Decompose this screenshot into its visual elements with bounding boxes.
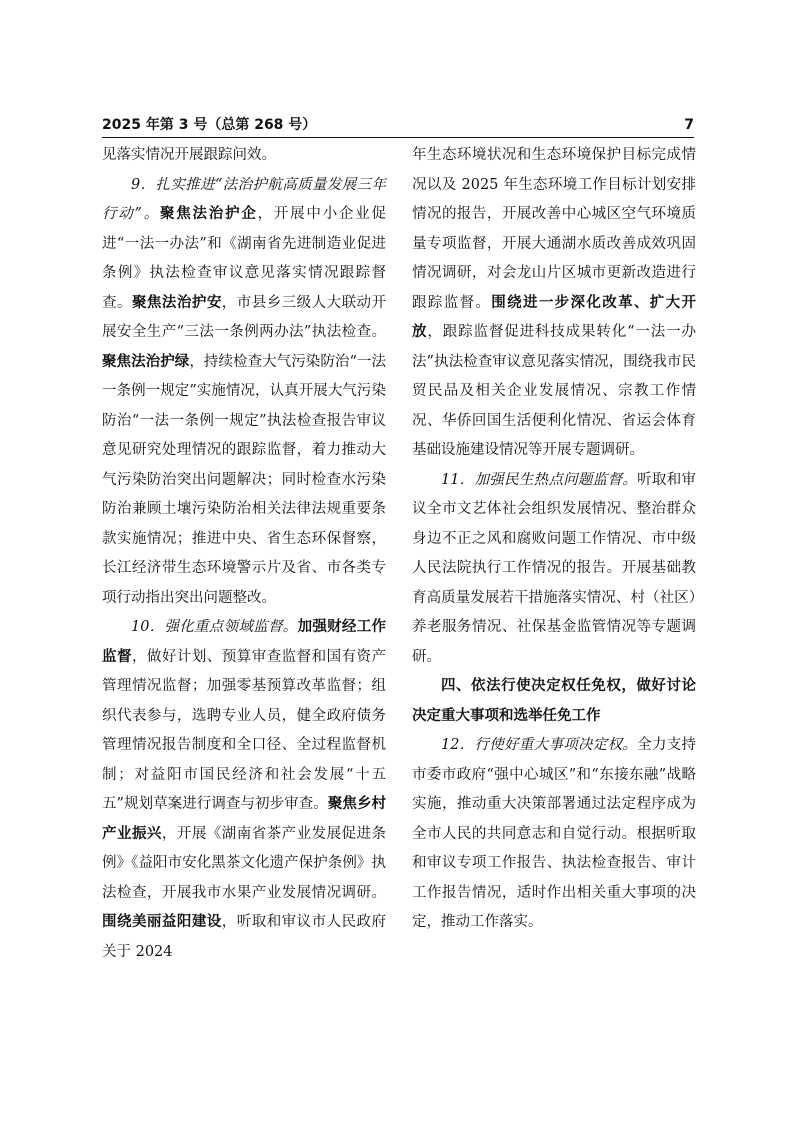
item-10-text-5: ，跟踪监督促进科技成果转化“一法一办法”执法检查审议意见落实情况，围绕我市民贸民品及相关企业发展情况、宗教工作情况、华侨回国生活便利化情况、省运会体育基础设施建设情况等开展专题调研。 — [412, 324, 696, 458]
item-9-bold-1: 聚焦法治护企 — [160, 206, 258, 222]
paragraph-item-12 — [412, 731, 696, 938]
item-10-text-2: ，开展《湖南省茶产业发展促进条例》《益阳市安化黑茶文化遗产保护条例》执法检查，开展我市水果产业发展情况调研。 — [102, 825, 387, 901]
paragraph-item-10 — [102, 613, 386, 967]
paragraph-item-10-continued — [412, 141, 696, 466]
running-header — [102, 115, 694, 137]
paragraph-text: 见落实情况开展跟踪问效。 — [102, 147, 276, 163]
right-column — [412, 141, 696, 938]
item-10-text-3: ，听取和审议市人民政府关于 2024 — [102, 914, 387, 960]
item-10-text-1: ，做好计划、预算审查监督和国有资产管理情况监督；加强零基预算改革监督；组织代表参与，选聘专业人员，健全政府债务管理情况报告制度和全口径、全过程监督机制；对益阳市国民经济和社会发展“十五五”规划草案进行调查与初步审查。 — [102, 648, 387, 812]
item-10-bold-4: 围绕进一步深化改革、扩大开放 — [412, 294, 696, 340]
item-12-text: 全力支持市委市政府“强中心城区”和“东接东融”战略实施，推动重大决策部署通过法定程序成为全市人民的共同意志和自觉行动。根据听取和审议专项工作报告、执法检查报告、审计工作报告情况，适时作出相关重大事项的决定，推动工作落实。 — [412, 737, 697, 930]
paragraph-item-9 — [102, 171, 386, 614]
item-10-bold-3: 围绕美丽益阳建设 — [102, 914, 222, 930]
item-9-bold-2: 聚焦法治护安 — [131, 294, 222, 311]
item-11-text: 听取和审议全市文艺体社会组织发展情况、整治群众身边不正之风和腐败问题工作情况、市中级人民法院执行工作情况的报告。开展基础教育高质量发展若干措施落实情况、村（社区）养老服务情况、社保基金监管情况等专题调研。 — [412, 471, 697, 665]
item-10-title: 10．强化重点领域监督。 — [131, 619, 298, 635]
item-10-bold-2: 聚焦乡村产业振兴 — [102, 796, 386, 842]
item-9-text-3: ，持续检查大气污染防治“一法一条例一规定”实施情况，认真开展大气污染防治“一法一条例一规定”执法检查报告审议意见研究处理情况的跟踪监督，着力推动大气污染防治突出问题解决；同时检查水污染防治兼顾土壤污染防治相关法律法规重要条款实施情况；推进中央、省生态环保督察，长江经济带生态环境警示片及省、市各类专项行动指出突出问题整改。 — [102, 353, 386, 606]
item-9-bold-3: 聚焦法治护绿 — [102, 353, 190, 370]
item-9-title: 9．扎实推进“法治护航高质量发展三年行动”。 — [102, 176, 386, 222]
paragraph-continuation — [102, 141, 386, 171]
item-10-bold-1: 加强财经工作监督 — [102, 619, 386, 665]
item-12-title: 12．行使好重大事项决定权。 — [441, 737, 638, 753]
page-number: 7 — [684, 117, 694, 133]
item-9-text-1: ，开展中小企业促进“一法一办法”和《湖南省先进制造业促进条例》执法检查审议意见落实情况跟踪督查。 — [102, 206, 387, 311]
item-10-text-4: 年生态环境状况和生态环境保护目标完成情况以及 2025 年生态环境工作目标计划安排情况的报告，开展改善中心城区空气环境质量专项监督，开展大通湖水质改善成效巩固情况调研，对会龙山片区城市更新改造进行跟踪监督。 — [412, 147, 696, 311]
left-column — [102, 141, 386, 967]
paragraph-item-11 — [412, 466, 696, 673]
issue-label: 2025 年第 3 号（总第 268 号） — [102, 117, 317, 133]
item-9-text-2: ，市县乡三级人大联动开展安全生产“三法一条例两办法”执法检查。 — [102, 294, 387, 340]
item-11-title: 11．加强民生热点问题监督。 — [441, 471, 638, 488]
section-heading-4: 四、依法行使决定权任免权，做好讨论决定重大事项和选举任免工作 — [412, 678, 696, 724]
header-rule — [102, 137, 694, 138]
